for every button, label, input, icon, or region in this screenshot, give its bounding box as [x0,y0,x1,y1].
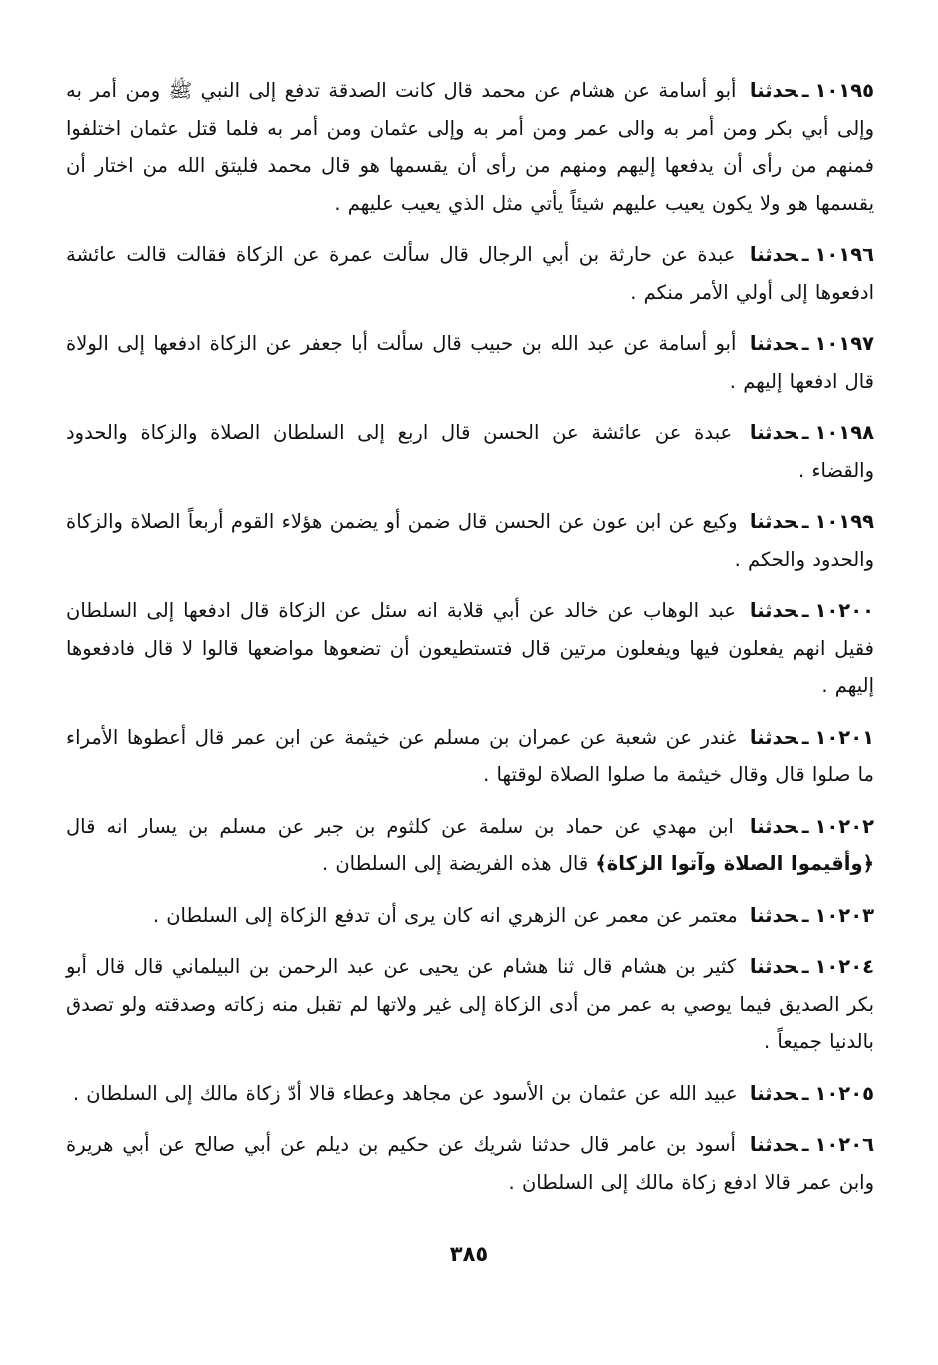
page-number: ٣٨٥ [449,1242,489,1266]
hadith-number: ١٠٢٠٥ [814,1081,874,1105]
hadith-opening: حدثنا [749,814,798,838]
hadith-text: عبد الوهاب عن خالد عن أبي قلابة انه سئل عن الزكاة قال ادفعها إلى السلطان فقيل انهم يفعلون فيها ويفعلون مرتين قال فتستطيعون أن تضعوها مواضعها قالوا لا قال فادفعوها إليهم . [66,599,874,697]
hadith-number: ١٠٢٠٠ [814,599,874,622]
hadith-text-continued: قال هذه الفريضة إلى السلطان . [321,852,589,875]
hadith-dash: ـ [801,421,809,444]
hadith-entry [66,948,874,1061]
hadith-entry [66,1126,874,1201]
hadith-opening: حدثنا [749,955,798,978]
hadith-text: أبو أسامة عن عبد الله بن حبيب قال سألت أبا جعفر عن الزكاة ادفعها إلى الولاة قال ادفعها إليهم . [66,332,874,393]
hadith-opening: حدثنا [749,725,798,749]
hadith-opening: حدثنا [749,510,798,533]
hadith-dash: ـ [801,243,809,266]
hadith-number: ١٠٢٠٢ [814,814,874,838]
hadith-dash: ـ [801,599,809,622]
hadith-text: وكيع عن ابن عون عن الحسن قال ضمن أو يضمن هؤلاء القوم أربعاً الصلاة والزكاة والحدود والحكم . [66,510,874,571]
hadith-opening: حدثنا [749,903,798,927]
hadith-opening: حدثنا [749,1133,798,1156]
hadith-dash: ـ [801,332,809,355]
hadith-entry [66,72,874,222]
hadith-opening: حدثنا [749,243,798,266]
hadith-opening: حدثنا [749,79,798,102]
hadith-text: ابن مهدي عن حماد بن سلمة عن كلثوم بن جبر عن مسلم بن يسار انه قال [66,814,734,838]
hadith-number: ١٠١٩٥ [814,79,875,102]
hadith-dash: ـ [801,1081,809,1105]
hadith-entry [66,897,874,935]
hadith-opening: حدثنا [749,421,798,444]
hadith-number: ١٠١٩٧ [814,332,875,355]
hadith-dash: ـ [801,510,809,533]
hadith-number: ١٠١٩٨ [814,421,874,444]
hadith-text: عبدة عن حارثة بن أبي الرجال قال سألت عمرة عن الزكاة فقالت قالت عائشة ادفعوها إلى أولي الأمر منكم . [66,243,874,304]
hadith-entry [66,1075,874,1113]
hadith-opening: حدثنا [749,1081,798,1105]
hadith-number: ١٠١٩٩ [814,510,874,533]
hadith-text: أبو أسامة عن هشام عن محمد قال كانت الصدقة تدفع إلى النبي ﷺ ومن أمر به وإلى أبي بكر ومن أمر به والى عمر ومن أمر به وإلى عثمان ومن أمر به فلما قتل عثمان اختلفوا فمنهم من رأى أن يدفعها إليهم ومنهم من رأى أن يقسمها هو قال محمد فليتق الله من اختار أن يقسمها هو ولا يكون يعيب عليهم شيئاً يأتي مثل الذي يعيب عليهم . [66,79,874,215]
hadith-dash: ـ [801,903,809,927]
hadith-entry [66,592,874,705]
hadith-opening: حدثنا [749,332,798,355]
hadith-number: ١٠٢٠٣ [814,903,874,927]
hadith-dash: ـ [801,79,809,102]
hadith-text: كثير بن هشام قال ثنا هشام عن يحيى عن عبد الرحمن بن البيلماني قال قال أبو بكر الصديق فيما يوصي به عمر من أدى الزكاة إلى غير ولاتها لم تقبل منه زكاته وصدقته ولو تصدق بالدنيا جميعاً . [66,955,874,1053]
hadith-entry [66,503,874,578]
hadith-text: أسود بن عامر قال حدثنا شريك عن حكيم بن ديلم عن أبي صالح عن أبي هريرة وابن عمر قالا ادفع زكاة مالك إلى السلطان . [66,1133,874,1194]
hadith-number: ١٠٢٠٦ [814,1133,875,1156]
hadith-text: غندر عن شعبة عن عمران بن مسلم عن خيثمة عن ابن عمر قال أعطوها الأمراء ما صلوا قال وقال خيثمة ما صلوا الصلاة لوقتها . [66,725,874,786]
hadith-text: عبيد الله عن عثمان بن الأسود عن مجاهد وعطاء قالا أدّ زكاة مالك إلى السلطان . [72,1081,738,1105]
hadith-entry [66,414,874,489]
page-body [66,72,874,1215]
hadith-text: عبدة عن عائشة عن الحسن قال اربع إلى السلطان الصلاة والزكاة والحدود والقضاء . [66,421,874,482]
hadith-number: ١٠٢٠٤ [814,955,874,978]
hadith-entry [66,236,874,311]
hadith-number: ١٠١٩٦ [814,243,875,266]
hadith-dash: ـ [801,814,809,838]
hadith-opening: حدثنا [749,599,798,622]
hadith-dash: ـ [801,725,809,749]
hadith-entry [66,719,874,794]
hadith-entry [66,808,874,883]
hadith-number: ١٠٢٠١ [814,725,874,749]
hadith-entry [66,325,874,400]
hadith-text: معتمر عن معمر عن الزهري انه كان يرى أن تدفع الزكاة إلى السلطان . [152,903,738,927]
hadith-dash: ـ [801,1133,809,1156]
quran-verse: ﴿وأقيموا الصلاة وآتوا الزكاة﴾ [595,852,874,875]
hadith-dash: ـ [801,955,809,978]
